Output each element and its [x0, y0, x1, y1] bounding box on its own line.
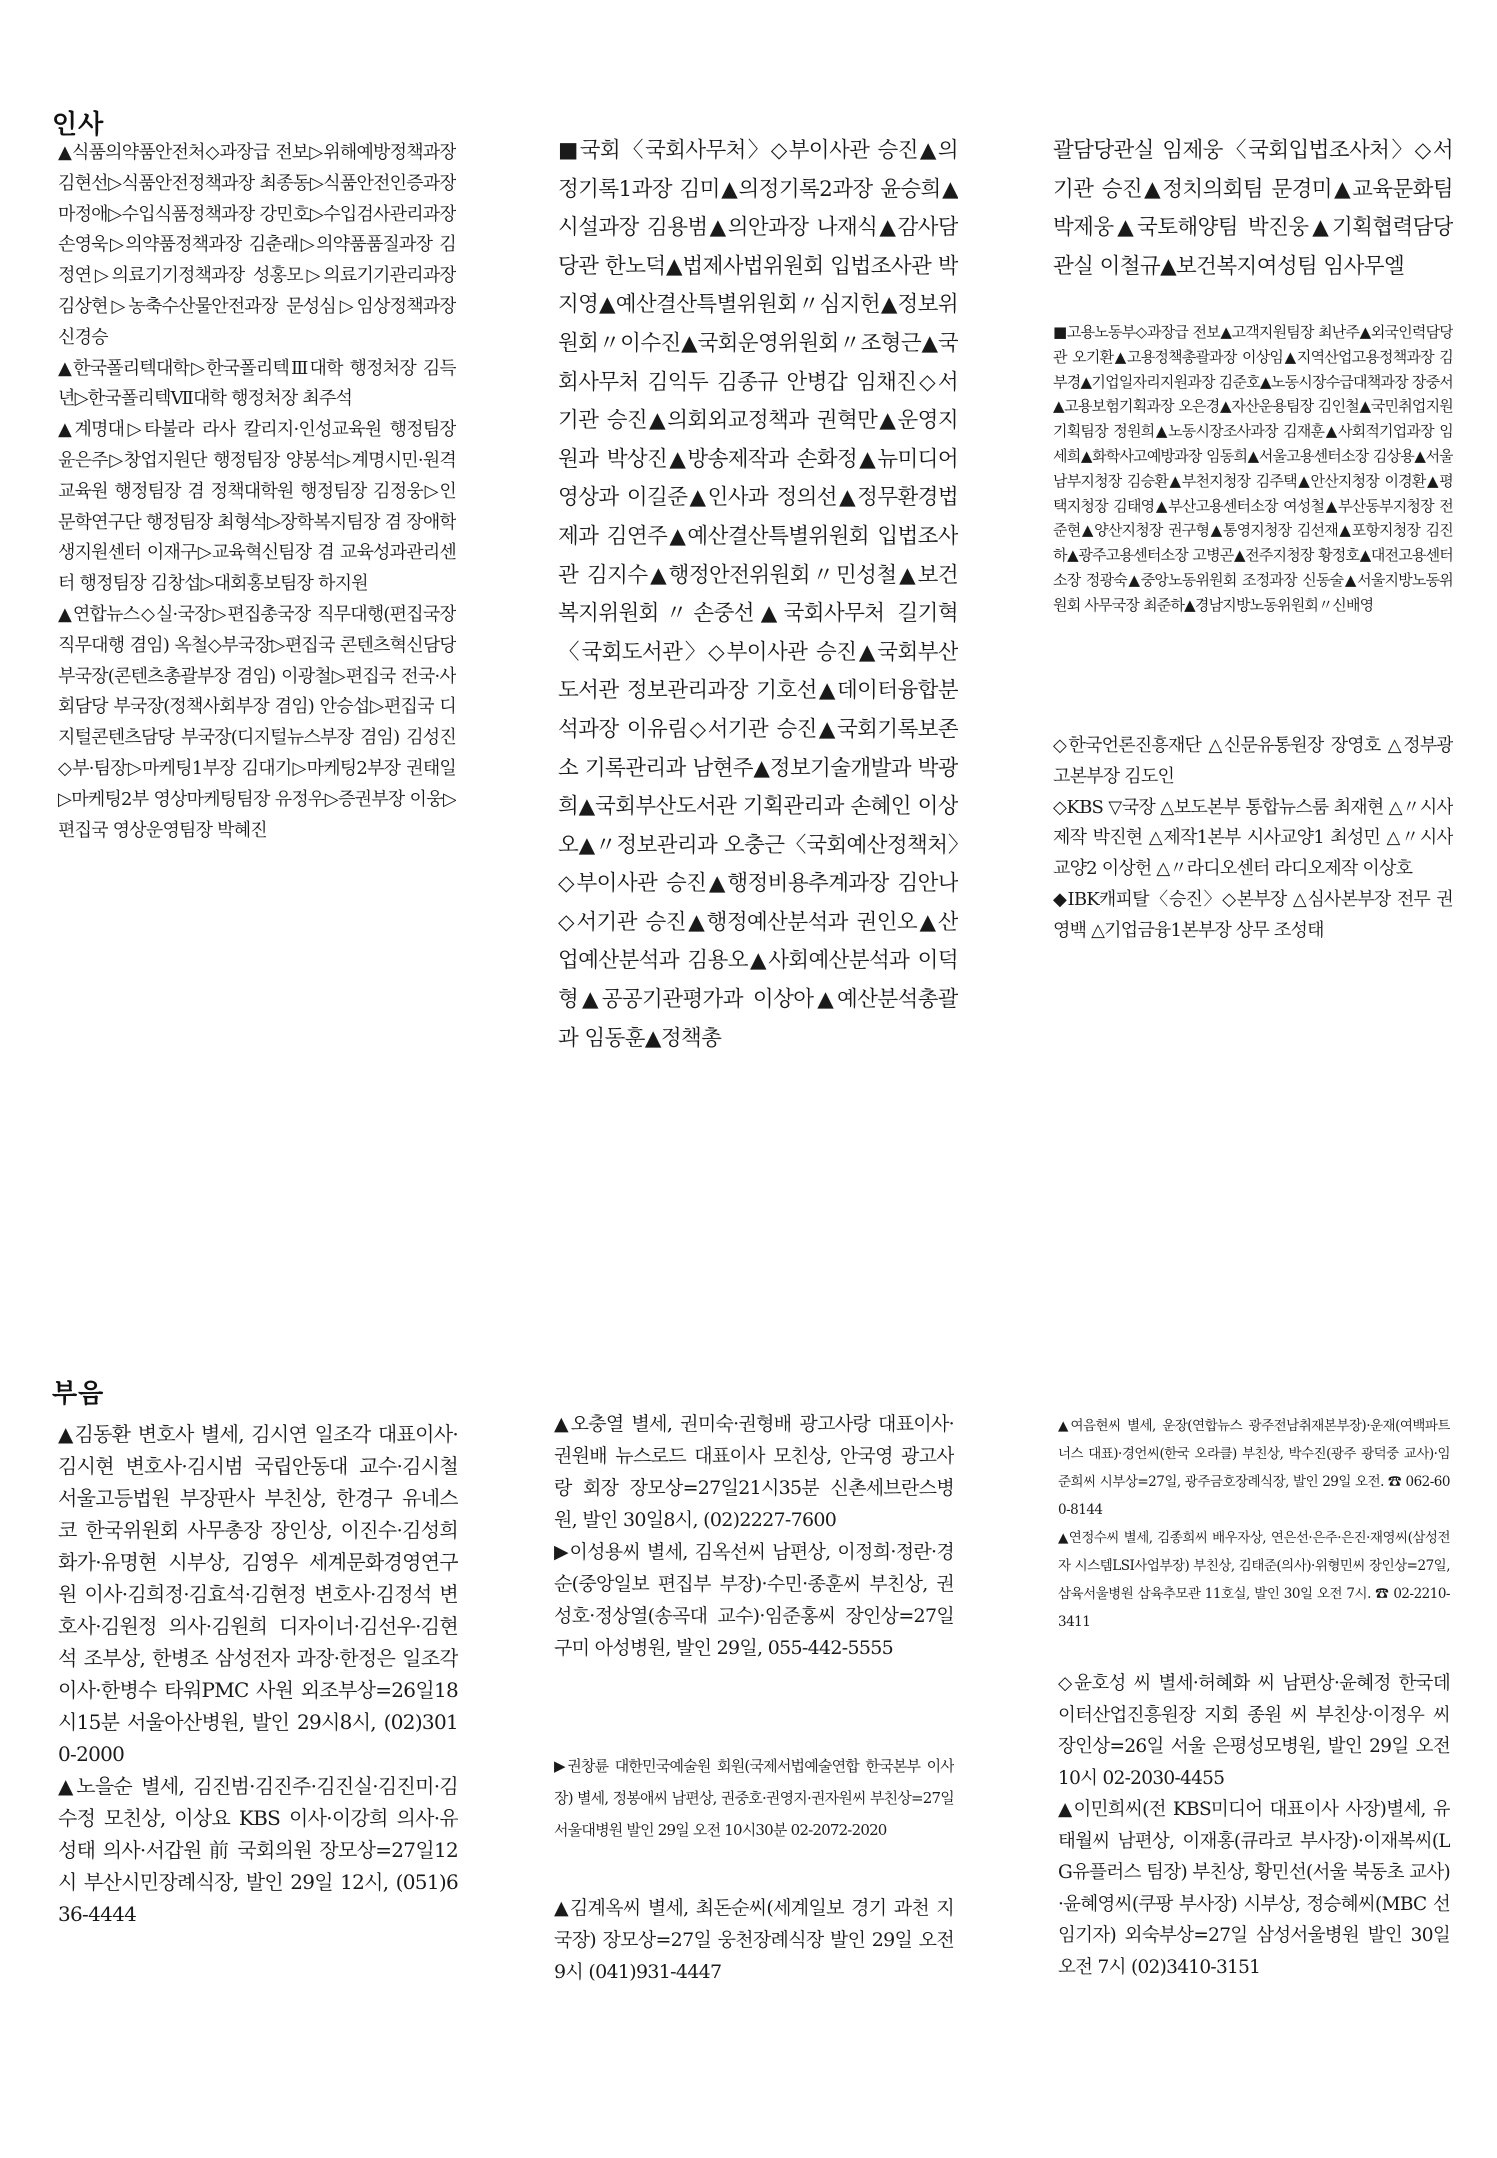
- appointment-item: 괄담당관실 임제웅〈국회입법조사처〉◇서기관 승진▲정치의회팀 문경미▲교육문화팀 박제웅▲국토해양팀 박진웅▲기획협력담당관실 이철규▲보건복지여성팀 임사무엘: [1053, 138, 1453, 279]
- obituary-item: ▲여음현씨 별세, 운장(연합뉴스 광주전남취재본부장)·운재(여백파트너스 대표)·경언씨(한국 오라클) 부친상, 박수진(광주 광덕중 교사)·임준희씨 시부상=27일, 광주금호장례식장, 발인 29일 오전. ☎ 062-600-8144: [1058, 1418, 1450, 1518]
- appointment-item: ◇한국언론진흥재단 △신문유통원장 장영호 △정부광고본부장 김도인: [1053, 735, 1453, 787]
- obituary-item: ▲김계옥씨 별세, 최돈순씨(세계일보 경기 과천 지국장) 장모상=27일 웅천장례식장 발인 29일 오전 9시 (041)931-4447: [554, 1897, 954, 1983]
- obituary-item: ▲노을순 별세, 김진범·김진주·김진실·김진미·김수정 모친상, 이상요 KBS 이사·이강희 의사·유성태 의사·서갑원 前 국회의원 장모상=27일12시 부산시민장례식장, 발인 29일 12시, (051)636-4444: [58, 1774, 458, 1926]
- appointment-item: ◇KBS ▽국장 △보도본부 통합뉴스룸 최재현 △〃시사제작 박진현 △제작1본부 시사교양1 최성민 △〃시사교양2 이상헌 △〃라디오센터 라디오제작 이상호: [1053, 796, 1453, 880]
- appointments-column-3-bot: [1053, 731, 1453, 956]
- appointments-column-2: [558, 132, 958, 1132]
- obituary-item: ▶이성용씨 별세, 김옥선씨 남편상, 이정희·정란·경순(중앙일보 편집부 부장)·수민·종훈씨 부친상, 권성호·정상열(송곡대 교수)·임준홍씨 장인상=27일 구미 아성병원, 발인 29일, 055-442-5555: [554, 1541, 954, 1659]
- obituary-item: ▲김동환 변호사 별세, 김시연 일조각 대표이사·김시현 변호사·김시범 국립안동대 교수·김시철 서울고등법원 부장판사 부친상, 한경구 유네스코 한국위원회 사무총장 장인상, 이진수·김성희 화가·유명현 시부상, 김영우 세계문화경영연구원 이사·김희정·김효석·김현정 변호사·김정석 변호사·김원정 의사·김원희 디자이너·김선우·김현석 조부상, 한병조 삼성전자 과장·한정은 일조각 이사·한병수 타워PMC 사원 외조부상=26일18시15분 서울아산병원, 발인 29시8시, (02)3010-2000: [58, 1422, 458, 1766]
- obituaries-column-2b: [554, 1750, 954, 1890]
- appointment-item: ■국회〈국회사무처〉◇부이사관 승진▲의정기록1과장 김미▲의정기록2과장 윤승희▲시설과장 김용범▲의안과장 나재식▲감사담당관 한노덕▲법제사법위원회 입법조사관 박지영▲예산결산특별위원회〃심지헌▲정보위원회〃이수진▲국회운영위원회〃조형근▲국회사무처 김익두 김종규 안병갑 임채진◇서기관 승진▲의회외교정책과 권혁만▲운영지원과 박상진▲방송제작과 손화정▲뉴미디어영상과 이길준▲인사과 정의선▲정무환경법제과 김연주▲예산결산특별위원회 입법조사관 김지수▲행정안전위원회〃민성철▲보건복지위원회〃손중선▲국회사무처 길기혁〈국회도서관〉◇부이사관 승진▲국회부산도서관 정보관리과장 기호선▲데이터융합분석과장 이유림◇서기관 승진▲국회기록보존소 기록관리과 남현주▲정보기술개발과 박광희▲국회부산도서관 기획관리과 손혜인 이상오▲〃정보관리과 오충근〈국회예산정책처〉◇부이사관 승진▲행정비용추계과장 김안나◇서기관 승진▲행정예산분석과 권인오▲산업예산분석과 김용오▲사회예산분석과 이덕형▲공공기관평가과 이상아▲예산분석총괄과 임동훈▲정책총: [558, 138, 958, 1051]
- appointment-item: ■고용노동부◇과장급 전보▲고객지원팀장 최난주▲외국인력담당관 오기환▲고용정책총괄과장 이상임▲지역산업고용정책과장 김부경▲기업일자리지원과장 김준호▲노동시장수급대책과장 장중서▲고용보험기획과장 오은경▲자산운용팀장 김인철▲국민취업지원기획팀장 정원희▲노동시장조사과장 김재훈▲사회적기업과장 임세희▲화학사고예방과장 임동희▲서울고용센터소장 김상용▲서울남부지청장 김승환▲부천지청장 김주택▲안산지청장 이경환▲평택지청장 김태영▲부산고용센터소장 여성철▲부산동부지청장 전준현▲양산지청장 권구형▲통영지청장 김선재▲포항지청장 김진하▲광주고용센터소장 고병곤▲전주지청장 황정호▲대전고용센터소장 정광숙▲중앙노동위원회 조정과장 신동술▲서울지방노동위원회 사무국장 최준하▲경남지방노동위원회〃신배영: [1053, 323, 1453, 614]
- appointments-column-3-top: [1053, 132, 1453, 322]
- obituaries-heading: 부음: [52, 1379, 105, 1409]
- obituaries-column-2a: [554, 1408, 954, 1748]
- obituary-item: ▲이민희씨(전 KBS미디어 대표이사 사장)별세, 유태월씨 남편상, 이재홍(큐라코 부사장)·이재복씨(LG유플러스 팀장) 부친상, 황민선(서울 북동초 교사)·윤혜영씨(쿠팡 부사장) 시부상, 정승혜씨(MBC 선임기자) 외숙부상=27일 삼성서울병원 발인 30일 오전 7시 (02)3410-3151: [1058, 1799, 1450, 1978]
- appointment-item: ▲식품의약품안전처◇과장급 전보▷위해예방정책과장 김현선▷식품안전정책과장 최종동▷식품안전인증과장 마정애▷수입식품정책과장 강민호▷수입검사관리과장 손영욱▷의약품정책과장 김춘래▷의약품품질과장 김정연▷의료기기정책과장 성홍모▷의료기기관리과장 김상현▷농축수산물안전과장 문성심▷임상정책과장 신경승: [58, 142, 456, 348]
- appointment-item: ◆IBK캐피탈〈승진〉◇본부장 △심사본부장 전무 권영백 △기업금융1본부장 상무 조성태: [1053, 888, 1453, 941]
- appointments-column-3-mid: [1053, 320, 1453, 730]
- obituary-item: ▶권창륜 대한민국예술원 회원(국제서법예술연합 한국본부 이사장) 별세, 정봉애씨 남편상, 권중호·권영지·권자원씨 부친상=27일 서울대병원 발인 29일 오전 10시30분 02-2072-2020: [554, 1757, 954, 1839]
- appointment-item: ▲계명대▷타불라 라사 칼리지·인성교육원 행정팀장 윤은주▷창업지원단 행정팀장 양봉석▷계명시민·원격교육원 행정팀장 겸 정책대학원 행정팀장 김정웅▷인문학연구단 행정팀장 최형석▷장학복지팀장 겸 장애학생지원센터 이재구▷교육혁신팀장 겸 교육성과관리센터 행정팀장 김창섭▷대회홍보팀장 하지원: [58, 419, 456, 595]
- obituary-item: ◇윤호성 씨 별세·허혜화 씨 남편상·윤혜정 한국데이터산업진흥원장 지회 종원 씨 부친상·이정우 씨 장인상=26일 서울 은평성모병원, 발인 29일 오전 10시 02-2030-4455: [1058, 1673, 1450, 1789]
- obituaries-column-3b: [1058, 1668, 1450, 1998]
- obituaries-column-3a: [1058, 1412, 1450, 1662]
- appointments-heading: 인사: [52, 110, 105, 140]
- obituary-item: ▲오충열 별세, 권미숙·권형배 광고사랑 대표이사·권원배 뉴스로드 대표이사 모친상, 안국영 광고사랑 회장 장모상=27일21시35분 신촌세브란스병원, 발인 30일8시, (02)2227-7600: [554, 1413, 954, 1531]
- appointment-item: ▲한국폴리텍대학▷한국폴리텍Ⅲ대학 행정처장 김득년▷한국폴리텍Ⅶ대학 행정처장 최주석: [58, 357, 456, 410]
- appointments-column-1: [58, 138, 456, 978]
- obituaries-column-2c: [554, 1892, 954, 2002]
- obituaries-column-1: [58, 1418, 458, 1958]
- appointment-item: ▲연합뉴스◇실·국장▷편집총국장 직무대행(편집국장 직무대행 겸임) 옥철◇부국장▷편집국 콘텐츠혁신담당 부국장(콘텐츠총괄부장 겸임) 이광철▷편집국 전국·사회담당 부국장(정책사회부장 겸임) 안승섭▷편집국 디지털콘텐츠담당 부국장(디지털뉴스부장 겸임) 김성진◇부·팀장▷마케팅1부장 김대기▷마케팅2부장 권태일▷마케팅2부 영상마케팅팀장 유정우▷증권부장 이웅▷편집국 영상운영팀장 박혜진: [58, 603, 456, 841]
- obituary-item: ▲연정수씨 별세, 김종희씨 배우자상, 연은선·은주·은진·재영씨(삼성전자 시스템LSI사업부장) 부친상, 김태준(의사)·위형민씨 장인상=27일, 삼육서울병원 삼육추모관 11호실, 발인 30일 오전 7시. ☎ 02-2210-3411: [1058, 1530, 1450, 1630]
